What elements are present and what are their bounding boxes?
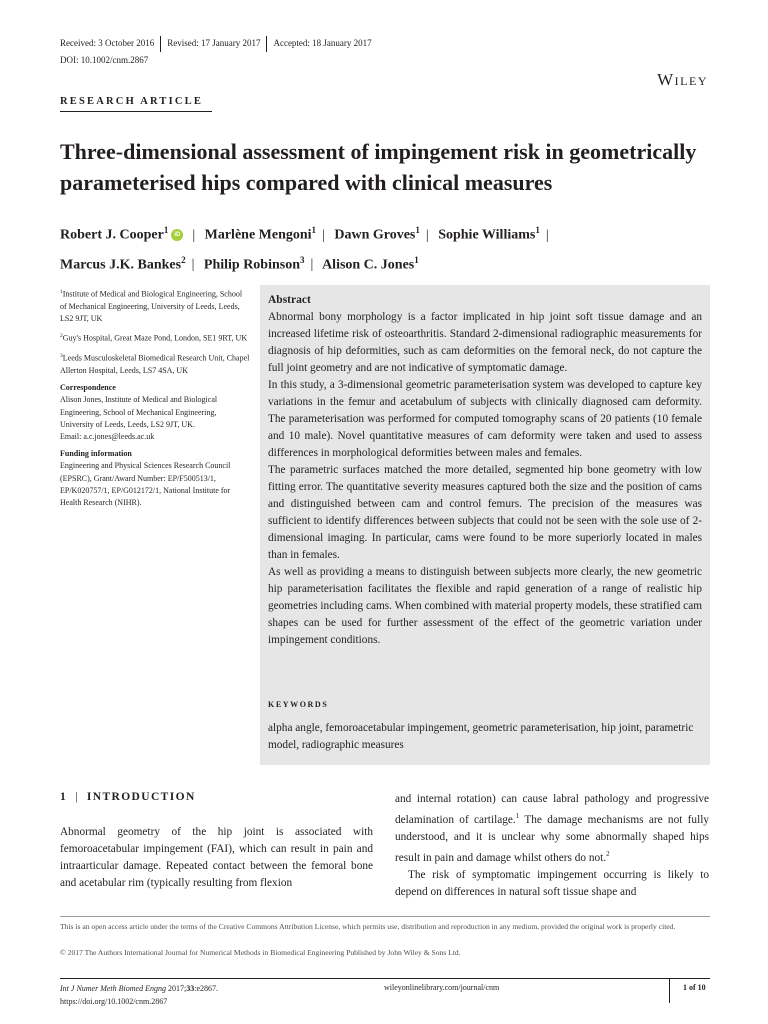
copyright-note: © 2017 The Authors International Journal for Numerical Methods in Biomedical Engineering Published by John Wiley & Sons Ltd.	[60, 948, 461, 957]
reference-link[interactable]: 2	[606, 849, 610, 858]
affiliation-text: Guy's Hospital, Great Maze Pond, London, SE1 9RT, UK	[62, 333, 248, 343]
author-affiliation: 3	[300, 254, 305, 265]
date-divider	[160, 36, 161, 52]
footnote-rule	[60, 916, 710, 917]
author-affiliation: 1	[163, 225, 169, 235]
author-info-column	[60, 286, 250, 514]
section-title: INTRODUCTION	[86, 791, 196, 803]
correspondence-email[interactable]: Email: a.c.jones@leeds.ac.uk	[60, 432, 155, 441]
revised-date: Revised: 17 January 2017	[167, 38, 261, 48]
citation-year: 2017;	[167, 984, 187, 993]
affiliation-number: 1	[60, 289, 63, 295]
body-paragraph: The risk of symptomatic impingement occurring is likely to depend on differences in natural soft tissue shape and	[395, 868, 709, 898]
doi[interactable]: DOI: 10.1002/cnm.2867	[60, 55, 149, 65]
author-affiliation: 1	[311, 225, 317, 235]
publisher-logo: Wiley	[657, 70, 708, 89]
funding-heading: Funding information	[60, 449, 132, 459]
abstract	[268, 292, 702, 649]
abstract-paragraph: In this study, a 3-dimensional geometric parameterisation system was developed to capture key variations in the femur and acetabulum of subjects with clinically diagnosed cam deformity. The parameterisation was performed for computed tomography scans of 20 patients (10 female and 10 male). Novel quantitative measures of cam deformity were taken and used to assess differences in morphological deformities between males and females.	[268, 379, 702, 459]
affiliation	[60, 286, 250, 325]
article-dates	[60, 38, 372, 52]
affiliation-number: 3	[60, 353, 63, 360]
article-type-rule	[60, 111, 212, 112]
affiliation-text: Leeds Musculoskeletal Biomedical Research Unit, Chapel Allerton Hospital, Leeds, LS7 4SA, UK	[60, 353, 250, 375]
page-divider	[669, 979, 670, 1003]
body-column-right	[395, 791, 709, 901]
date-divider	[266, 36, 267, 52]
license-note: This is an open access article under the terms of the Creative Commons Attribution License, which permits use, distribution and reproduction in any medium, provided the original work is properly cited.	[60, 922, 676, 931]
body-paragraph	[395, 791, 709, 867]
journal-website-link[interactable]: wileyonlinelibrary.com/journal/cnm	[384, 983, 500, 992]
author-separator: |	[191, 257, 195, 273]
author-separator: |	[425, 227, 429, 243]
affiliation	[60, 350, 250, 377]
accepted-date: Accepted: 18 January 2017	[273, 38, 372, 48]
author-affiliation: 1	[414, 254, 419, 265]
affiliation	[60, 330, 250, 345]
abstract-paragraph: The parametric surfaces matched the more detailed, segmented hip bone geometry with low fitting error. The quantitative severity measures captured both the size and the position of cams and distinguished between cam and control femurs. The precision of the measures was sufficient to identify differences between subjects that could not be seen with the sole use of 2-dimensional imaging. In particular, cams were found to be more superiorly located in males than in females.	[268, 464, 702, 561]
section-number: 1	[60, 791, 68, 803]
author-separator: |	[322, 227, 325, 243]
author-name[interactable]: Dawn Groves	[334, 227, 416, 243]
author-affiliation: 1	[535, 225, 540, 235]
body-text: and internal rotation) can cause labral pathology and progressive delamination of cartilage.	[395, 793, 709, 826]
page-number: 1 of 10	[683, 983, 706, 992]
body-column-left: Abnormal geometry of the hip joint is associated with femoroacetabular impingement (FAI), which can result in pain and intraarticular damage. Repeated contact between the femoral bone and acetabular rim (typically resulting from flexion	[60, 826, 373, 889]
author-affiliation: 2	[181, 254, 186, 265]
article-type: RESEARCH ARTICLE	[60, 96, 204, 107]
reference-link[interactable]: 1	[515, 812, 520, 820]
affiliation-text: Institute of Medical and Biological Engineering, School of Mechanical Engineering, University of Leeds, Leeds, LS2 9JT, UK	[60, 289, 243, 324]
body-text: The damage mechanisms are not fully understood, and it is unclear why some abnormally shaped hips result in pain and damage whilst others do not.	[395, 813, 710, 864]
abstract-paragraph: As well as providing a means to distinguish between subjects more clearly, the new geometric hip parameterisation facilitates the flexible and rapid generation of a range of realistic hip geometries including cams. When combined with material property models, these stratified cam shapes can be used for further assessment of the effect of the geometric variation under impingement conditions.	[268, 566, 702, 646]
abstract-heading: Abstract	[268, 294, 311, 306]
doi-link[interactable]: https://doi.org/10.1002/cnm.2867	[60, 996, 168, 1006]
received-date: Received: 3 October 2016	[60, 38, 155, 48]
author-name[interactable]: Alison C. Jones	[322, 257, 415, 273]
author-name[interactable]: Robert J. Cooper	[60, 227, 164, 243]
author-name[interactable]: Sophie Williams	[438, 227, 536, 243]
correspondence-text: Alison Jones, Institute of Medical and Biological Engineering, School of Mechanical Engineering, University of Leeds, Leeds, LS2 9JT, UK.	[60, 395, 218, 429]
keywords-heading: KEYWORDS	[268, 700, 329, 709]
affiliation-number: 2	[60, 333, 63, 340]
paper-title: Three-dimensional assessment of impingement risk in geometrically parameterised hips compared with clinical measures	[60, 139, 697, 195]
author-name[interactable]: Philip Robinson	[203, 257, 301, 273]
citation-article: :e2867.	[194, 984, 218, 993]
author-separator: |	[310, 257, 314, 273]
journal-name: Int J Numer Meth Biomed Engng	[60, 984, 166, 993]
author-separator: |	[192, 227, 196, 243]
author-separator: |	[545, 227, 549, 243]
footer-rule	[60, 978, 710, 979]
author-affiliation: 1	[415, 225, 420, 235]
correspondence-heading: Correspondence	[60, 383, 116, 393]
orcid-icon[interactable]: iD	[171, 229, 183, 241]
journal-citation	[60, 983, 218, 1008]
section-divider: |	[75, 791, 79, 803]
section-heading	[60, 791, 196, 803]
abstract-paragraph: Abnormal bony morphology is a factor implicated in hip joint soft tissue damage and an increased lifetime risk of osteoarthritis. Standard 2-dimensional radiographic measurements for diagnosis of hip deformities, such as cam deformities on the femoral neck, do not capture the full joint geometry and are not indicative of symptomatic damage.	[268, 311, 702, 374]
funding-text: Engineering and Physical Sciences Research Council (EPSRC), Grant/Award Number: EP/F500513/1, EP/K020757/1, EP/G012172/1, National Institute for Health Research (NIHR).	[60, 461, 231, 508]
citation-volume: 33	[186, 984, 195, 993]
author-list	[60, 218, 720, 277]
keywords-text: alpha angle, femoroacetabular impingement, geometric parameterisation, hip joint, parametric model, radiographic measures	[268, 722, 694, 751]
author-name[interactable]: Marcus J.K. Bankes	[60, 257, 182, 273]
author-name[interactable]: Marlène Mengoni	[204, 227, 312, 243]
